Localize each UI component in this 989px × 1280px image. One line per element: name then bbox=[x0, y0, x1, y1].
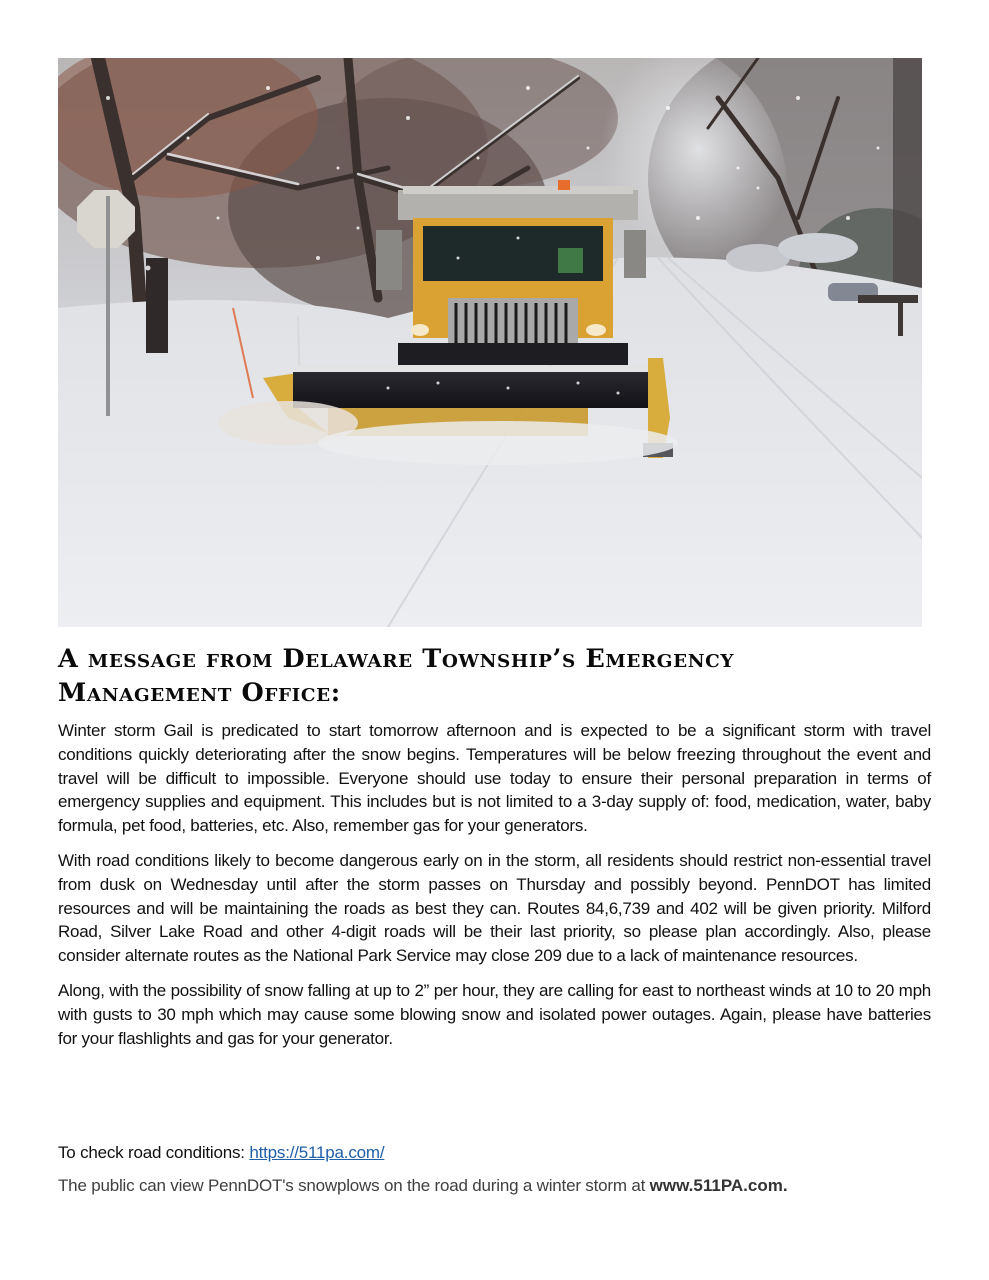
public-snowplow-note bbox=[58, 1174, 938, 1198]
snowplow-illustration bbox=[58, 58, 922, 627]
title-line-2: Management Office: bbox=[58, 678, 341, 707]
road-conditions-line bbox=[58, 1141, 938, 1165]
message-body bbox=[58, 719, 931, 1061]
road-conditions-label: To check road conditions: bbox=[58, 1143, 250, 1162]
resource-links bbox=[58, 1141, 938, 1198]
public-note-text: The public can view PennDOT's snowplows on the road during a winter storm at bbox=[58, 1176, 650, 1195]
page-title bbox=[58, 642, 956, 710]
title-line-1: A message from Delaware Township’s Emergency bbox=[58, 644, 735, 673]
paragraph-wind-outages: Along, with the possibility of snow falling at up to 2” per hour, they are calling for east to northeast winds at 10 to 20 mph with gusts to 30 mph which may cause some blowing snow and isolated power outages. Again, please have batteries for your flashlights and gas for your generator. bbox=[58, 980, 931, 1048]
paragraph-road-priority: With road conditions likely to become dangerous early on in the storm, all residents should restrict non-essential travel from dusk on Wednesday until after the storm passes on Thursday and possibly beyond. PennDOT has limited resources and will be maintaining the roads as best they can. Routes 84,6,739 and 402 will be given priority. Milford Road, Silver Lake Road and other 4-digit roads will be their last priority, so please plan accordingly. Also, please consider alternate routes as the National Park Service may close 209 due to a lack of maintenance resources. bbox=[58, 850, 931, 966]
paragraph-storm-forecast: Winter storm Gail is predicated to start tomorrow afternoon and is expected to be a significant storm with travel conditions quickly deteriorating after the snow begins. Temperatures will be below freezing throughout the event and travel will be difficult to impossible. Everyone should use today to ensure their personal preparation in terms of emergency supplies and equipment. This includes but is not limited to a 3-day supply of: food, medication, water, baby formula, pet food, batteries, etc. Also, remember gas for your generators. bbox=[58, 721, 931, 836]
public-note-website: www.511PA.com. bbox=[649, 1176, 788, 1195]
511pa-link[interactable]: https://511pa.com/ bbox=[249, 1143, 385, 1162]
snowplow-photo bbox=[58, 58, 922, 627]
